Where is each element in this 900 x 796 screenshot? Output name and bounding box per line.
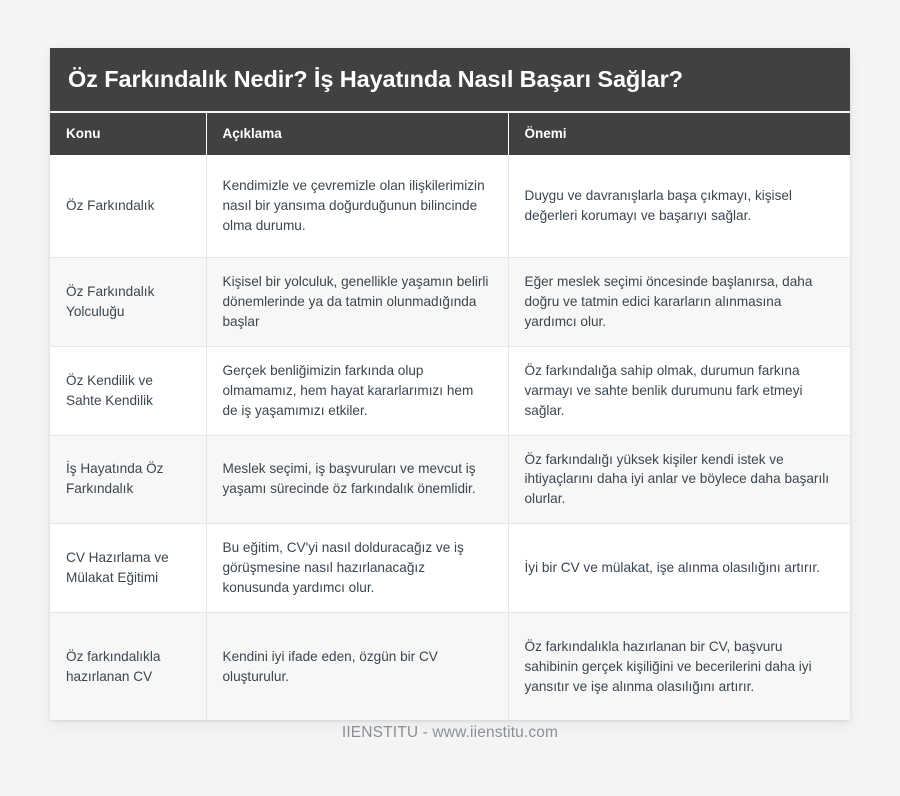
column-header-konu: Konu	[50, 113, 206, 155]
table-header-row	[50, 113, 850, 155]
footer-attribution: IIENSTITU - www.iienstitu.com	[341, 724, 559, 741]
table-row	[50, 524, 850, 613]
cell-aciklama: Bu eğitim, CV'yi nasıl dolduracağız ve iş görüşmesine nasıl hazırlanacağız konusunda yardımcı olur.	[206, 524, 508, 613]
cell-konu: CV Hazırlama ve Mülakat Eğitimi	[50, 524, 206, 613]
table-row	[50, 346, 850, 435]
cell-onemi: Eğer meslek seçimi öncesinde başlanırsa, daha doğru ve tatmin edici kararların alınmasına yardımcı olur.	[508, 257, 850, 346]
cell-aciklama: Kendini iyi ifade eden, özgün bir CV oluşturulur.	[206, 613, 508, 720]
table-row	[50, 613, 850, 720]
content-card	[50, 48, 850, 720]
cell-konu: İş Hayatında Öz Farkındalık	[50, 435, 206, 524]
cell-konu: Öz Farkındalık Yolculuğu	[50, 257, 206, 346]
cell-aciklama: Meslek seçimi, iş başvuruları ve mevcut iş yaşamı sürecinde öz farkındalık önemlidir.	[206, 435, 508, 524]
footer	[0, 724, 900, 742]
cell-aciklama: Gerçek benliğimizin farkında olup olmamamız, hem hayat kararlarımızı hem de iş yaşamımızı etkiler.	[206, 346, 508, 435]
cell-onemi: Duygu ve davranışlarla başa çıkmayı, kişisel değerleri korumayı ve başarıyı sağlar.	[508, 155, 850, 257]
cell-konu: Öz Kendilik ve Sahte Kendilik	[50, 346, 206, 435]
title-bar	[50, 48, 850, 111]
cell-onemi: Öz farkındalığı yüksek kişiler kendi istek ve ihtiyaçlarını daha iyi anlar ve böylece daha başarılı olurlar.	[508, 435, 850, 524]
cell-konu: Öz Farkındalık	[50, 155, 206, 257]
cell-onemi: Öz farkındalıkla hazırlanan bir CV, başvuru sahibinin gerçek kişiliğini ve becerilerini daha iyi yansıtır ve işe alınma olasılığını artırır.	[524, 638, 812, 694]
table-header	[50, 113, 850, 155]
cell-onemi: Öz farkındalığa sahip olmak, durumun farkına varmayı ve sahte benlik durumunu fark etmeyi sağlar.	[508, 346, 850, 435]
page-title: Öz Farkındalık Nedir? İş Hayatında Nasıl Başarı Sağlar?	[68, 66, 683, 92]
cell-aciklama: Kişisel bir yolculuk, genellikle yaşamın belirli dönemlerinde ya da tatmin olunmadığında başlar	[206, 257, 508, 346]
cell-konu: Öz farkındalıkla hazırlanan CV	[50, 613, 206, 720]
cell-onemi: İyi bir CV ve mülakat, işe alınma olasılığını artırır.	[508, 524, 850, 613]
table-row	[50, 257, 850, 346]
table-row	[50, 155, 850, 257]
column-header-onemi: Önemi	[524, 126, 567, 142]
table-body	[50, 155, 850, 720]
info-table	[50, 113, 850, 720]
cell-aciklama: Kendimizle ve çevremizle olan ilişkilerimizin nasıl bir yansıma doğurduğunun bilincinde olma durumu.	[206, 155, 508, 257]
column-header-aciklama: Açıklama	[206, 113, 508, 155]
table-row	[50, 435, 850, 524]
